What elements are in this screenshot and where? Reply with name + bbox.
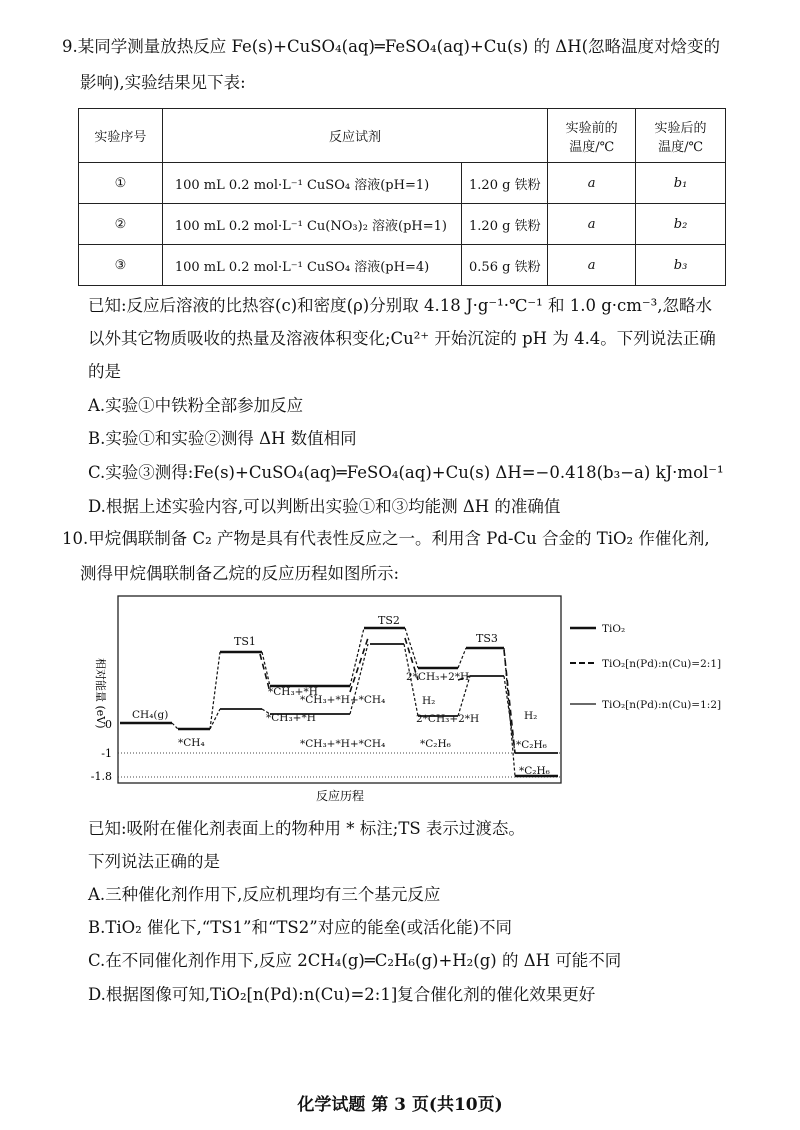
connector: [458, 648, 466, 668]
cell-before: a: [548, 163, 636, 204]
cell-no: ②: [79, 204, 163, 245]
label-ch3h-mid: *CH₃+*H+*CH₄: [300, 694, 386, 706]
q9-option-d: D.根据上述实验内容,可以判断出实验①和③均能测 ΔH 的准确值: [88, 497, 561, 516]
q10-option-c: C.在不同催化剂作用下,反应 2CH₄(g)═C₂H₆(g)+H₂(g) 的 ΔH 可能不同: [88, 951, 622, 970]
q9-option-b: B.实验①和实验②测得 ΔH 数值相同: [88, 429, 357, 448]
label-c2h6-r1: *C₂H₆: [516, 739, 547, 751]
page-footer: 化学试题 第 3 页(共10页): [297, 1095, 503, 1115]
header-temp-after: 实验后的 温度/℃: [636, 109, 726, 163]
legend-label-1-2: TiO₂[n(Pd):n(Cu)=1:2]: [602, 699, 722, 711]
q9-option-c: C.实验③测得:Fe(s)+CuSO₄(aq)═FeSO₄(aq)+Cu(s) ΔH=−0.418(b₃−a) kJ·mol⁻¹: [88, 463, 724, 482]
connector: [350, 628, 364, 686]
label-2ch3-2h-upper: 2*CH₃+2*H: [406, 671, 470, 683]
label-ts2: TS2: [378, 614, 400, 627]
label-h2-a: H₂: [422, 695, 436, 707]
q9-known-line2: 以外其它物质吸收的热量及溶液体积变化;Cu²⁺ 开始沉淀的 pH 为 4.4。下列说法正确: [88, 329, 716, 348]
header-reagent: 反应试剂: [162, 109, 547, 163]
label-ts1: TS1: [234, 635, 256, 648]
label-c2h6-ads: *C₂H₆: [420, 738, 451, 750]
legend: [570, 623, 721, 711]
connector: [405, 628, 418, 668]
label-2ch3-2h-lower: 2*CH₃+2*H: [416, 713, 480, 725]
cell-iron: 1.20 g 铁粉: [462, 163, 548, 204]
header-temp-before: 实验前的 温度/℃: [548, 109, 636, 163]
cell-before: a: [548, 204, 636, 245]
cell-no: ③: [79, 245, 163, 286]
legend-label-2-1: TiO₂[n(Pd):n(Cu)=2:1]: [602, 658, 722, 670]
q10-known: 已知:吸附在催化剂表面上的物种用 * 标注;TS 表示过渡态。: [88, 819, 525, 838]
q10-option-a: A.三种催化剂作用下,反应机理均有三个基元反应: [88, 885, 441, 904]
y-tick-neg18: -1.8: [90, 770, 112, 783]
label-ch3h-upper: *CH₃+*H: [268, 686, 318, 698]
q9-option-a: A.实验①中铁粉全部参加反应: [88, 396, 304, 415]
q10-option-d: D.根据图像可知,TiO₂[n(Pd):n(Cu)=2:1]复合催化剂的催化效果更好: [88, 985, 596, 1004]
y-tick-0: 0: [105, 718, 112, 731]
cell-after: b₂: [636, 204, 726, 245]
y-tick-neg1: -1: [101, 747, 112, 760]
label-h2-b: H₂: [524, 710, 538, 722]
header-exp-no: 实验序号: [79, 109, 163, 163]
q9-known-line3: 的是: [88, 362, 121, 381]
experiment-table: [78, 108, 726, 286]
connector: [172, 723, 178, 729]
y-axis-label: 相对能量 (eV): [94, 658, 107, 729]
table-row: [79, 204, 726, 245]
label-ch3h-bottom: *CH₃+*H+*CH₄: [300, 738, 386, 750]
q9-stem-line2: 影响),实验结果见下表:: [80, 73, 246, 92]
cell-iron: 0.56 g 铁粉: [462, 245, 548, 286]
label-c2h6-r2: *C₂H₆: [519, 765, 550, 777]
legend-label-tio2: TiO₂: [602, 623, 626, 635]
label-ch4g: CH₄(g): [132, 709, 169, 721]
energy-profile-chart: [0, 588, 800, 808]
label-ts3: TS3: [476, 632, 498, 645]
q10-stem-line2: 测得甲烷偶联制备乙烷的反应历程如图所示:: [80, 564, 400, 583]
label-ch3h-lower: *CH₃+*H: [266, 712, 316, 724]
cell-solution: 100 mL 0.2 mol·L⁻¹ CuSO₄ 溶液(pH=4): [162, 245, 462, 286]
cell-before: a: [548, 245, 636, 286]
q9-known-line1: 已知:反应后溶液的比热容(c)和密度(ρ)分别取 4.18 J·g⁻¹·℃⁻¹ 和 1.0 g·cm⁻³,忽略水: [88, 296, 712, 315]
cell-after: b₃: [636, 245, 726, 286]
connector: [210, 652, 220, 729]
connector: [350, 638, 368, 692]
table-row: [79, 163, 726, 204]
cell-solution: 100 mL 0.2 mol·L⁻¹ Cu(NO₃)₂ 溶液(pH=1): [162, 204, 462, 245]
q10-option-b: B.TiO₂ 催化下,“TS1”和“TS2”对应的能垒(或活化能)不同: [88, 918, 513, 937]
cell-iron: 1.20 g 铁粉: [462, 204, 548, 245]
cell-after: b₁: [636, 163, 726, 204]
q9-stem-line1: 9.某同学测量放热反应 Fe(s)+CuSO₄(aq)═FeSO₄(aq)+Cu(s) 的 ΔH(忽略温度对焓变的: [62, 37, 721, 56]
q10-ask: 下列说法正确的是: [88, 852, 220, 871]
cell-solution: 100 mL 0.2 mol·L⁻¹ CuSO₄ 溶液(pH=1): [162, 163, 462, 204]
cell-no: ①: [79, 163, 163, 204]
table-row: [79, 245, 726, 286]
table-header-row: [79, 109, 726, 163]
q10-stem-line1: 10.甲烷偶联制备 C₂ 产物是具有代表性反应之一。利用含 Pd-Cu 合金的 TiO₂ 作催化剂,: [62, 529, 710, 548]
x-axis-label: 反应历程: [315, 789, 365, 803]
label-ch4-ads: *CH₄: [178, 737, 205, 749]
